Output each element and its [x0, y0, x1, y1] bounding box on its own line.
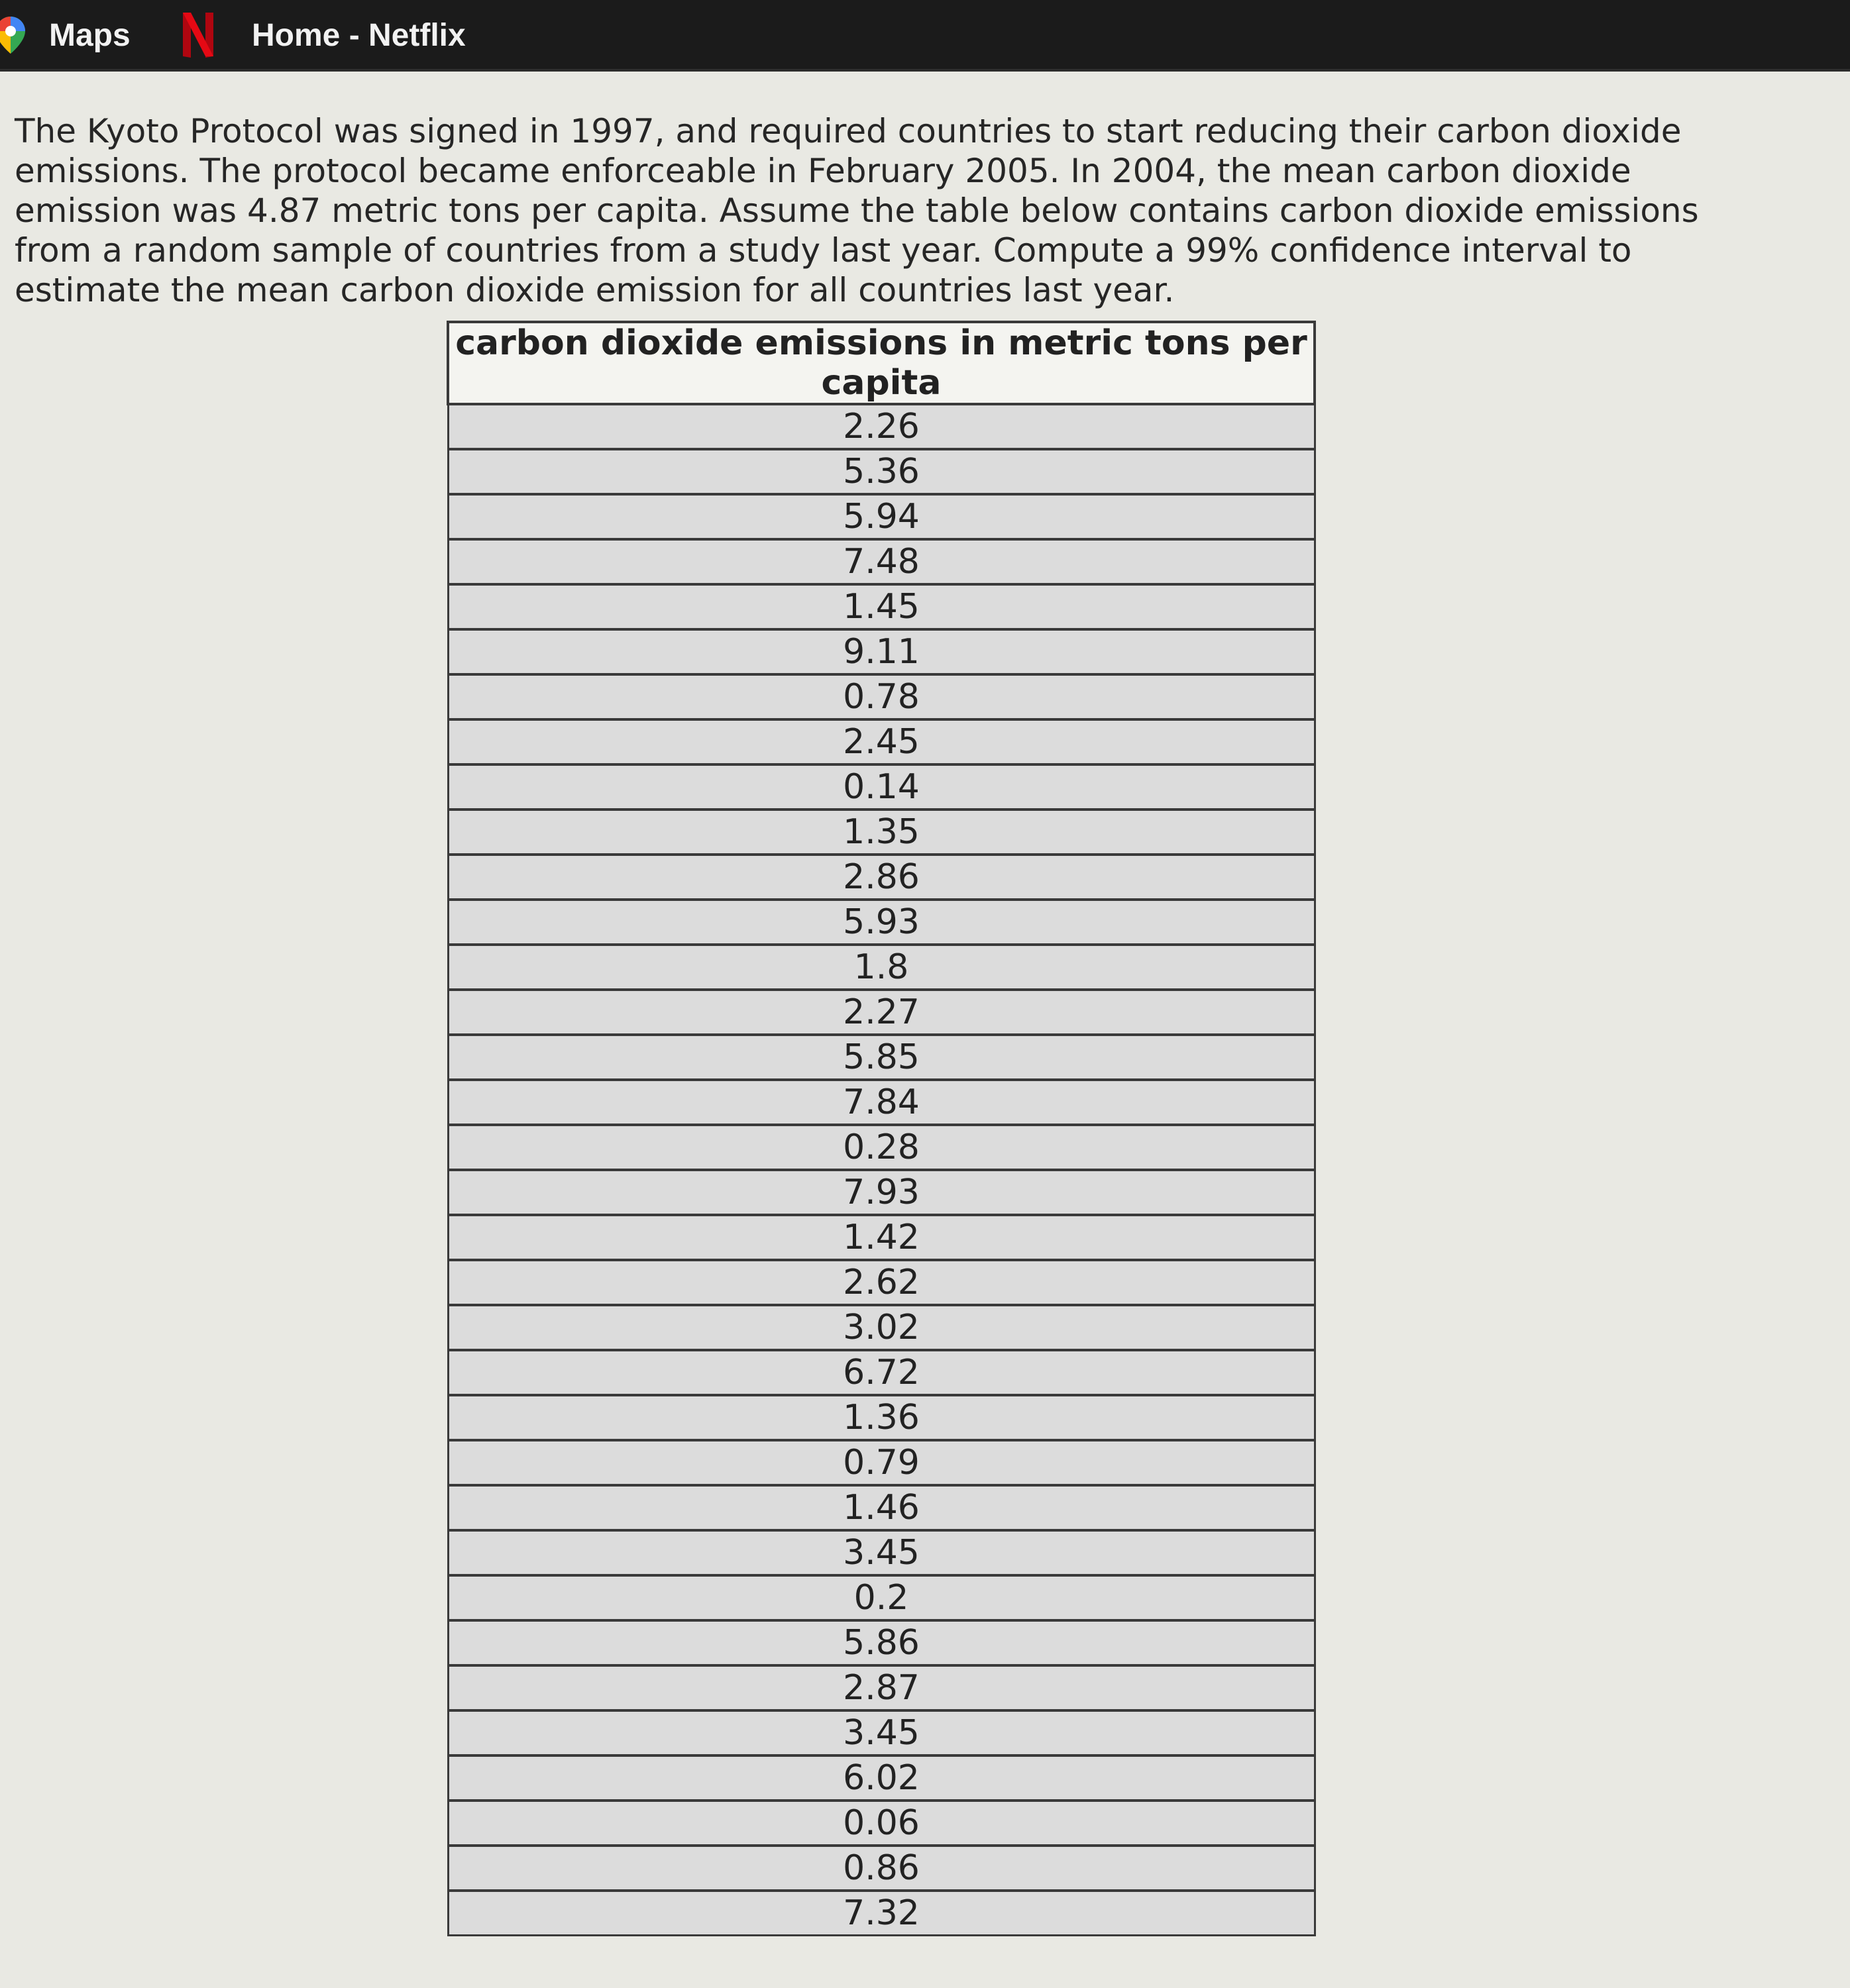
table-row — [448, 1755, 1315, 1801]
table-cell: 3.45 — [448, 1530, 1315, 1575]
table-cell: 2.26 — [448, 404, 1315, 449]
table-row — [448, 1440, 1315, 1485]
table-row — [448, 1035, 1315, 1080]
table-cell: 5.86 — [448, 1620, 1315, 1665]
table-row — [448, 494, 1315, 539]
table-row — [448, 1620, 1315, 1665]
table-body — [448, 404, 1315, 1936]
table-row — [448, 674, 1315, 719]
table-row — [448, 900, 1315, 945]
table-cell: 1.46 — [448, 1485, 1315, 1530]
table-cell: 1.35 — [448, 810, 1315, 855]
table-row — [448, 764, 1315, 810]
table-row — [448, 1395, 1315, 1440]
table-row — [448, 1350, 1315, 1395]
table-row — [448, 1846, 1315, 1891]
bookmarks-bar — [0, 0, 1850, 72]
table-cell: 1.36 — [448, 1395, 1315, 1440]
table-cell: 9.11 — [448, 629, 1315, 674]
table-row — [448, 1485, 1315, 1530]
table-cell: 3.02 — [448, 1305, 1315, 1350]
table-row — [448, 945, 1315, 990]
table-row — [448, 1170, 1315, 1215]
table-cell: 6.02 — [448, 1755, 1315, 1801]
table-cell: 2.27 — [448, 990, 1315, 1035]
table-row — [448, 1891, 1315, 1936]
table-cell: 5.36 — [448, 449, 1315, 494]
table-row — [448, 1305, 1315, 1350]
netflix-icon — [183, 13, 213, 58]
table-row — [448, 539, 1315, 584]
table-cell: 0.28 — [448, 1125, 1315, 1170]
table-cell: 7.84 — [448, 1080, 1315, 1125]
question-text: The Kyoto Protocol was signed in 1997, and required countries to start reducing their carbon dioxide emissions. The protocol became enforceable in February 2005. In 2004, the mean carbon dioxide emission was 4.87 metric tons per capita. Assume the table below contains carbon dioxide emissions from a random sample of countries from a study last year. Compute a 99% confidence interval to estimate the mean carbon dioxide emission for all countries last year. — [15, 112, 1699, 309]
table-row — [448, 1260, 1315, 1305]
maps-icon — [0, 17, 25, 54]
bookmark-netflix-label: Home - Netflix — [252, 17, 466, 53]
table-row — [448, 719, 1315, 764]
table-cell: 5.93 — [448, 900, 1315, 945]
table-row — [448, 404, 1315, 449]
bookmark-netflix[interactable] — [183, 12, 466, 58]
table-cell: 7.93 — [448, 1170, 1315, 1215]
table-row — [448, 855, 1315, 900]
table-cell: 1.8 — [448, 945, 1315, 990]
table-row — [448, 449, 1315, 494]
table-row — [448, 990, 1315, 1035]
table-cell: 7.48 — [448, 539, 1315, 584]
table-cell: 1.42 — [448, 1215, 1315, 1260]
table-row — [448, 1665, 1315, 1710]
table-cell: 0.14 — [448, 764, 1315, 810]
table-cell: 0.86 — [448, 1846, 1315, 1891]
table-row — [448, 810, 1315, 855]
table-row — [448, 1215, 1315, 1260]
table-row — [448, 1125, 1315, 1170]
table-row — [448, 1080, 1315, 1125]
table-row — [448, 1575, 1315, 1620]
table-cell: 0.79 — [448, 1440, 1315, 1485]
table-row — [448, 1801, 1315, 1846]
table-cell: 0.06 — [448, 1801, 1315, 1846]
table-header-row — [448, 322, 1315, 404]
table-cell: 6.72 — [448, 1350, 1315, 1395]
table-row — [448, 584, 1315, 629]
table-cell: 2.87 — [448, 1665, 1315, 1710]
table-cell: 5.85 — [448, 1035, 1315, 1080]
table-cell: 5.94 — [448, 494, 1315, 539]
table-cell: 2.62 — [448, 1260, 1315, 1305]
table-cell: 2.45 — [448, 719, 1315, 764]
table-cell: 0.2 — [448, 1575, 1315, 1620]
table-cell: 7.32 — [448, 1891, 1315, 1936]
table-cell: 0.78 — [448, 674, 1315, 719]
question-text-block — [15, 111, 1737, 310]
bookmark-maps-label: Maps — [49, 17, 131, 53]
table-row — [448, 1710, 1315, 1755]
table-row — [448, 629, 1315, 674]
table-cell: 3.45 — [448, 1710, 1315, 1755]
table-cell: 2.86 — [448, 855, 1315, 900]
emissions-table — [447, 321, 1316, 1936]
table-row — [448, 1530, 1315, 1575]
table-header: carbon dioxide emissions in metric tons per capita — [448, 322, 1315, 404]
bookmark-maps[interactable] — [0, 12, 131, 58]
table-cell: 1.45 — [448, 584, 1315, 629]
